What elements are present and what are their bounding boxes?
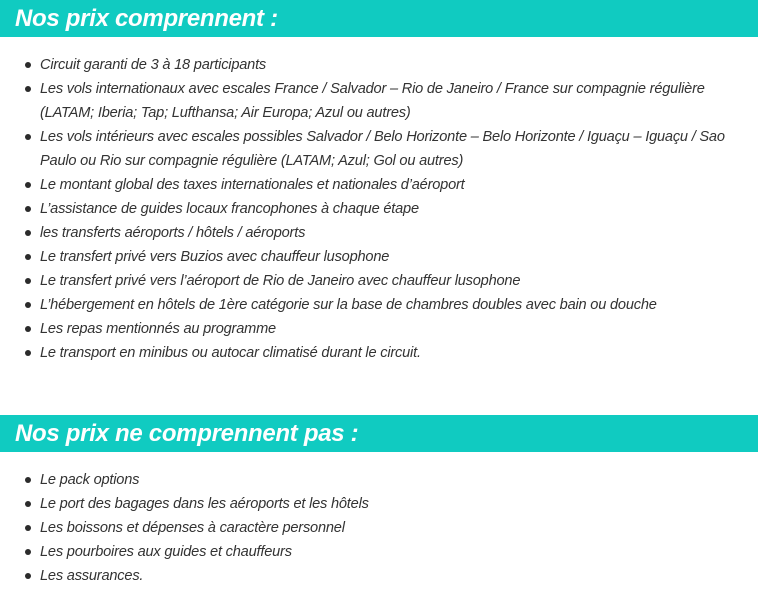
list-item-text: Les assurances. — [40, 568, 144, 584]
bullet-icon — [25, 573, 31, 579]
list-item-text: Le transfert privé vers l’aéroport de Rio de Janeiro avec chauffeur lusophone — [40, 273, 521, 289]
bullet-icon — [25, 134, 31, 140]
included-list — [0, 53, 758, 365]
list-item — [0, 173, 758, 197]
list-item — [0, 468, 758, 492]
list-item-text: Circuit garanti de 3 à 18 participants — [40, 57, 267, 73]
list-item-text: Les repas mentionnés au programme — [40, 321, 276, 337]
bullet-icon — [25, 302, 31, 308]
list-item-text: les transferts aéroports / hôtels / aéroports — [40, 225, 306, 241]
list-item — [0, 197, 758, 221]
bullet-icon — [25, 525, 31, 531]
list-item-text: L’hébergement en hôtels de 1ère catégorie sur la base de chambres doubles avec bain ou douche — [40, 297, 657, 313]
bullet-icon — [25, 278, 31, 284]
list-item — [0, 245, 758, 269]
bullet-icon — [25, 62, 31, 68]
list-item — [0, 317, 758, 341]
excluded-list — [0, 468, 758, 588]
list-item — [0, 77, 758, 125]
bullet-icon — [25, 230, 31, 236]
list-item-text: Les boissons et dépenses à caractère personnel — [40, 520, 345, 536]
bullet-icon — [25, 326, 31, 332]
list-item — [0, 516, 758, 540]
bullet-icon — [25, 501, 31, 507]
list-item — [0, 540, 758, 564]
bullet-icon — [25, 206, 31, 212]
excluded-section-title: Nos prix ne comprennent pas : — [0, 415, 758, 452]
list-item-text: L’assistance de guides locaux francophones à chaque étape — [40, 201, 419, 217]
list-item — [0, 269, 758, 293]
list-item — [0, 125, 758, 173]
bullet-icon — [25, 477, 31, 483]
bullet-icon — [25, 350, 31, 356]
list-item-text: Le transport en minibus ou autocar climatisé durant le circuit. — [40, 345, 421, 361]
bullet-icon — [25, 254, 31, 260]
list-item-text: Le pack options — [40, 472, 140, 488]
list-item — [0, 341, 758, 365]
list-item-text: Le montant global des taxes internationales et nationales d’aéroport — [40, 177, 465, 193]
list-item — [0, 53, 758, 77]
list-item-text: Le port des bagages dans les aéroports et les hôtels — [40, 496, 369, 512]
list-item-text: Le transfert privé vers Buzios avec chauffeur lusophone — [40, 249, 390, 265]
list-item-text: Les vols internationaux avec escales France / Salvador – Rio de Janeiro / France sur compagnie régulière (LATAM; Iberia; Tap; Lufthansa; Air Europa; Azul ou autres) — [40, 81, 705, 121]
bullet-icon — [25, 182, 31, 188]
list-item-text: Les pourboires aux guides et chauffeurs — [40, 544, 292, 560]
list-item — [0, 293, 758, 317]
bullet-icon — [25, 86, 31, 92]
list-item-text: Les vols intérieurs avec escales possibles Salvador / Belo Horizonte – Belo Horizonte / Iguaçu – Iguaçu / Sao Paulo ou Rio sur compagnie régulière (LATAM; Azul; Gol ou autres) — [40, 129, 725, 169]
included-section-title: Nos prix comprennent : — [0, 0, 758, 37]
bullet-icon — [25, 549, 31, 555]
list-item — [0, 492, 758, 516]
list-item — [0, 564, 758, 588]
list-item — [0, 221, 758, 245]
